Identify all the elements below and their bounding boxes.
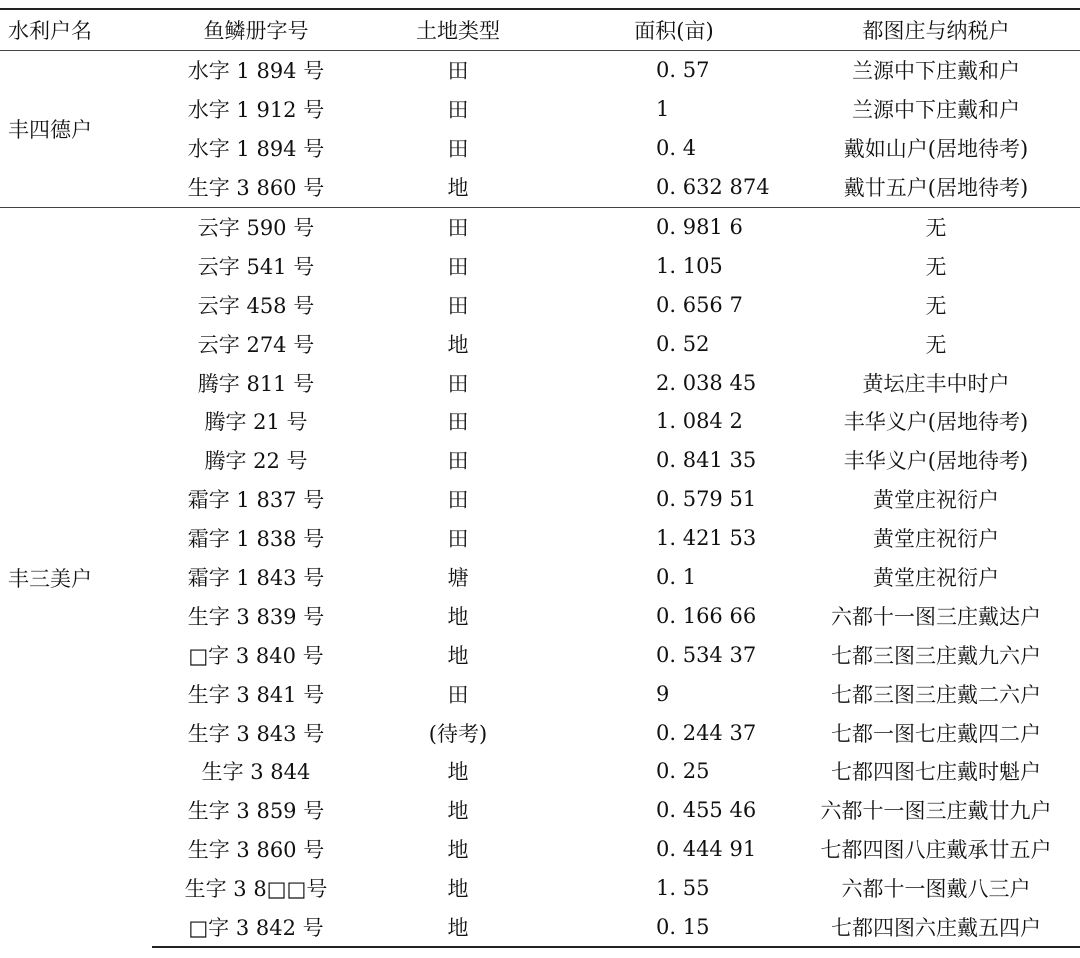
area-cell: 2. 038 45 [656,370,757,395]
register-number-cell: 云字 541 号 [197,254,315,279]
area-cell: 0. 455 46 [656,798,757,823]
table-row [0,129,1080,168]
table-row [0,752,1080,791]
table-row [0,830,1080,869]
land-type-cell: 地 [447,604,469,629]
header-water-household: 水利户名 [0,9,152,51]
area-cell: 0. 579 51 [656,487,757,512]
district-taxpayer-cell: 戴如山户(居地待考) [843,137,1029,162]
land-type-cell: 田 [447,449,469,474]
district-taxpayer-cell: 无 [925,332,947,357]
table-row [0,869,1080,908]
register-number-cell: 水字 1 894 号 [152,51,360,90]
area-cell: 0. 166 66 [656,603,757,628]
table-row [0,596,1080,635]
table-row [0,713,1080,752]
table-row [0,908,1080,948]
table-row [0,480,1080,519]
area-cell: 1. 105 [656,253,723,278]
register-number-cell: □字 3 842 号 [152,908,360,948]
area-cell: 0. 25 [656,759,710,784]
table-row [0,207,1080,246]
land-type-cell: 地 [447,643,469,668]
district-taxpayer-cell: 丰华义户(居地待考) [843,410,1029,435]
district-taxpayer-cell: 七都三图三庄戴九六户 [831,643,1041,668]
water-household-name: 丰四德户 [0,51,152,208]
district-taxpayer-cell: 无 [925,293,947,318]
register-number-cell: 霜字 1 843 号 [187,566,325,591]
land-type-cell: 地 [447,799,469,824]
land-type-cell: 田 [447,137,469,162]
district-taxpayer-cell: 兰源中下庄戴和户 [792,51,1080,90]
land-type-cell: 田 [447,527,469,552]
header-area: 面积(亩) [556,9,792,51]
area-cell: 0. 534 37 [656,642,757,667]
land-type-cell: 塘 [447,566,469,591]
land-type-cell: 地 [447,332,469,357]
header-register-number: 鱼鳞册字号 [152,9,360,51]
district-taxpayer-cell: 七都一图七庄戴四二户 [831,721,1041,746]
land-type-cell: 地 [447,838,469,863]
table-row [0,51,1080,90]
register-number-cell: 生字 3 839 号 [187,604,325,629]
area-cell: 0. 244 37 [656,720,757,745]
register-number-cell: 生字 3 860 号 [187,176,325,201]
register-number-cell: 生字 3 859 号 [187,799,325,824]
land-type-cell: 田 [447,293,469,318]
header-district-taxpayer: 都图庄与纳税户 [792,9,1080,51]
register-number-cell: 云字 590 号 [152,207,360,246]
area-cell: 0. 981 6 [556,207,792,246]
land-type-cell: 地 [447,760,469,785]
district-taxpayer-cell: 黄堂庄祝衍户 [873,566,999,591]
district-taxpayer-cell: 六都十一图三庄戴达户 [831,604,1041,629]
table-row [0,168,1080,207]
district-taxpayer-cell: 六都十一图三庄戴廿九户 [820,799,1052,824]
register-number-cell: 生字 3 841 号 [187,682,325,707]
land-type-cell: 田 [447,254,469,279]
land-type-cell: 田 [447,98,469,123]
area-cell: 0. 1 [656,565,697,590]
register-number-cell: 生字 3 844 [201,760,311,785]
area-cell: 0. 4 [656,136,697,161]
land-type-cell: 田 [447,410,469,435]
land-register-table [0,8,1080,948]
register-number-cell: 云字 458 号 [197,293,315,318]
table-row [0,285,1080,324]
area-cell: 0. 841 35 [656,448,757,473]
register-number-cell: 云字 274 号 [197,332,315,357]
register-number-cell: 霜字 1 838 号 [187,527,325,552]
district-taxpayer-cell: 七都四图六庄戴五四户 [792,908,1080,948]
table-body [0,51,1080,948]
register-number-cell: 腾字 21 号 [204,410,308,435]
area-cell: 1. 084 2 [656,409,743,434]
register-number-cell: 生字 3 8□□号 [184,877,328,902]
area-cell: 0. 444 91 [656,837,757,862]
district-taxpayer-cell: 兰源中下庄戴和户 [852,98,1020,123]
table-row [0,90,1080,129]
district-taxpayer-cell: 六都十一图戴八三户 [841,877,1031,902]
header-row [0,9,1080,51]
register-number-cell: 生字 3 843 号 [187,721,325,746]
register-number-cell: 生字 3 860 号 [187,838,325,863]
register-number-cell: 霜字 1 837 号 [187,488,325,513]
area-cell: 0. 57 [556,51,792,90]
district-taxpayer-cell: 黄坛庄丰中时户 [862,371,1010,396]
table-row [0,324,1080,363]
district-taxpayer-cell: 七都三图三庄戴二六户 [831,682,1041,707]
table-row [0,441,1080,480]
table-row [0,402,1080,441]
register-number-cell: 腾字 22 号 [204,449,308,474]
land-type-cell: 田 [447,371,469,396]
header-land-type: 土地类型 [360,9,556,51]
district-taxpayer-cell: 黄堂庄祝衍户 [873,488,999,513]
table-row [0,558,1080,597]
table-row [0,674,1080,713]
table-row [0,246,1080,285]
land-type-cell: 田 [447,488,469,513]
land-type-cell: 地 [447,877,469,902]
land-type-cell: (待考) [428,721,488,746]
district-taxpayer-cell: 戴廿五户(居地待考) [843,176,1029,201]
table-row [0,791,1080,830]
register-number-cell: 腾字 811 号 [197,371,315,396]
table-row [0,519,1080,558]
area-cell: 0. 656 7 [656,292,743,317]
district-taxpayer-cell: 丰华义户(居地待考) [843,449,1029,474]
area-cell: 0. 632 874 [656,175,770,200]
area-cell: 0. 15 [556,908,792,948]
area-cell: 1. 421 53 [656,526,757,551]
water-household-name: 丰三美户 [0,207,152,947]
district-taxpayer-cell: 七都四图七庄戴时魁户 [831,760,1041,785]
register-number-cell: 水字 1 894 号 [187,137,325,162]
register-number-cell: 水字 1 912 号 [187,98,325,123]
land-type-cell: 地 [447,176,469,201]
land-type-cell: 田 [447,682,469,707]
district-taxpayer-cell: 无 [925,254,947,279]
district-taxpayer-cell: 黄堂庄祝衍户 [873,527,999,552]
land-type-cell: 地 [360,908,556,948]
district-taxpayer-cell: 无 [792,207,1080,246]
table-row [0,363,1080,402]
land-type-cell: 田 [360,207,556,246]
area-cell: 1. 55 [656,876,710,901]
area-cell: 9 [656,681,670,706]
land-type-cell: 田 [360,51,556,90]
table-row [0,635,1080,674]
district-taxpayer-cell: 七都四图八庄戴承廿五户 [820,838,1052,863]
area-cell: 1 [656,97,670,122]
area-cell: 0. 52 [656,331,710,356]
register-number-cell: □字 3 840 号 [188,643,324,668]
